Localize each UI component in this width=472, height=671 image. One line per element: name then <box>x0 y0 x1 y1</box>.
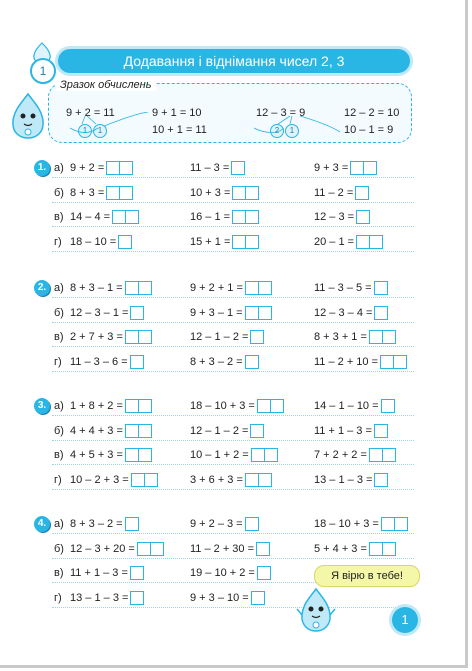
math-exercise <box>70 330 152 344</box>
math-exercise <box>314 235 383 249</box>
answer-box[interactable] <box>130 306 144 320</box>
exercise-expression: 9 + 3 – 10 = <box>190 591 249 604</box>
answer-box[interactable] <box>232 210 246 224</box>
sample-right-arrows <box>250 112 400 136</box>
exercise-expression: 12 – 1 – 2 = <box>190 331 249 343</box>
math-exercise <box>314 161 377 175</box>
exercise-number: 2. <box>34 280 50 296</box>
exercise-expression: 13 – 1 – 3 = <box>314 473 373 486</box>
answer-box[interactable] <box>245 306 259 320</box>
math-exercise <box>70 281 152 295</box>
exercise-expression: 18 – 10 + 3 = <box>190 400 255 412</box>
answer-box[interactable] <box>374 473 388 487</box>
answer-box[interactable] <box>120 186 133 200</box>
split-part-b: 1 <box>93 124 107 138</box>
math-exercise <box>314 424 388 438</box>
answer-box[interactable] <box>245 355 259 369</box>
exercise-expression: 8 + 3 = <box>70 186 105 199</box>
answer-box[interactable] <box>383 330 396 344</box>
sample-right-main: 12 – 3 = 9 <box>256 107 306 119</box>
answer-box[interactable] <box>139 281 152 295</box>
answer-box[interactable] <box>231 161 245 175</box>
answer-box[interactable] <box>370 235 383 249</box>
row-label: б) <box>54 186 64 199</box>
answer-box[interactable] <box>380 355 394 369</box>
answer-box[interactable] <box>130 566 144 580</box>
row-label: г) <box>54 473 62 486</box>
exercise-expression: 9 + 3 = <box>314 162 349 174</box>
answer-box[interactable] <box>137 542 151 556</box>
math-exercise <box>70 210 139 224</box>
exercise-expression: 12 – 3 + 20 = <box>70 542 135 555</box>
exercise-expression: 11 + 1 – 3 = <box>70 567 128 579</box>
exercise-expression: 7 + 2 + 2 = <box>314 449 367 461</box>
math-exercise <box>70 591 144 605</box>
exercise-expression: 16 – 1 = <box>190 211 231 223</box>
sample-right-step2: 10 – 1 = 9 <box>344 124 394 136</box>
answer-box[interactable] <box>251 591 265 605</box>
math-exercise <box>190 210 259 224</box>
exercise-expression: 4 + 5 + 3 = <box>70 449 123 461</box>
exercise-expression: 18 – 10 = <box>70 235 117 248</box>
answer-box[interactable] <box>112 210 126 224</box>
math-exercise <box>190 399 284 413</box>
answer-box[interactable] <box>374 306 388 320</box>
answer-box[interactable] <box>245 473 259 487</box>
exercise-expression: 10 – 1 + 2 = <box>190 449 249 461</box>
math-exercise <box>190 330 264 344</box>
exercise-expression: 11 + 1 – 3 = <box>314 424 372 437</box>
exercise-expression: 9 + 3 – 1 = <box>190 306 243 319</box>
dotted-divider <box>52 415 414 416</box>
split-part-a: 1 <box>78 124 92 138</box>
row-label: а) <box>54 400 64 412</box>
exercise-number: 1. <box>34 160 50 176</box>
math-exercise <box>190 517 259 531</box>
answer-box[interactable] <box>151 542 164 556</box>
exercise-number: 4. <box>34 516 50 532</box>
math-exercise <box>70 161 133 175</box>
answer-box[interactable] <box>232 235 246 249</box>
answer-box[interactable] <box>350 161 364 175</box>
exercise-expression: 15 + 1 = <box>190 235 231 248</box>
exercise-expression: 11 – 3 – 5 = <box>314 282 372 294</box>
math-exercise <box>70 235 132 249</box>
math-exercise <box>314 542 396 556</box>
answer-box[interactable] <box>126 210 139 224</box>
exercise-expression: 9 + 2 + 1 = <box>190 282 243 294</box>
answer-box[interactable] <box>125 399 139 413</box>
exercise-expression: 14 – 1 – 10 = <box>314 400 379 412</box>
answer-box[interactable] <box>259 473 272 487</box>
exercise-expression: 10 + 3 = <box>190 186 231 199</box>
exercise-expression: 8 + 3 + 1 = <box>314 331 367 343</box>
dotted-divider <box>52 371 414 372</box>
row-label: в) <box>54 331 64 343</box>
dotted-divider <box>52 322 414 323</box>
exercise-expression: 11 – 3 – 6 = <box>70 355 128 368</box>
row-label: б) <box>54 542 64 555</box>
answer-box[interactable] <box>125 281 139 295</box>
row-label: г) <box>54 355 62 368</box>
row-label: в) <box>54 449 64 461</box>
math-exercise <box>190 281 272 295</box>
dotted-divider <box>52 607 414 608</box>
row-label: б) <box>54 306 64 319</box>
answer-box[interactable] <box>125 448 139 462</box>
pear-mascot-icon <box>296 585 336 633</box>
answer-box[interactable] <box>271 399 284 413</box>
math-exercise <box>70 517 139 531</box>
sample-left-main: 9 + 2 = 11 <box>66 107 115 119</box>
answer-box[interactable] <box>265 448 278 462</box>
split-part-b: 1 <box>285 124 299 138</box>
exercise-expression: 9 + 2 = <box>70 162 105 174</box>
math-exercise <box>190 424 264 438</box>
exercise-expression: 18 – 10 + 3 = <box>314 518 379 530</box>
answer-box[interactable] <box>355 186 369 200</box>
answer-box[interactable] <box>395 517 408 531</box>
answer-box[interactable] <box>106 161 120 175</box>
row-label: а) <box>54 282 64 294</box>
answer-box[interactable] <box>374 424 388 438</box>
exercise-expression: 3 + 6 + 3 = <box>190 473 243 486</box>
answer-box[interactable] <box>369 448 383 462</box>
answer-box[interactable] <box>245 517 259 531</box>
math-exercise <box>70 399 152 413</box>
math-exercise <box>314 306 388 320</box>
exercise-expression: 12 – 3 = <box>314 211 355 223</box>
exercise-expression: 11 – 3 = <box>190 162 230 174</box>
dotted-divider <box>52 533 414 534</box>
math-exercise <box>314 473 388 487</box>
exercise-expression: 4 + 4 + 3 = <box>70 424 123 437</box>
dotted-divider <box>52 297 414 298</box>
exercise-expression: 8 + 3 – 2 = <box>190 355 243 368</box>
row-label: а) <box>54 162 64 174</box>
answer-box[interactable] <box>145 473 158 487</box>
dotted-divider <box>52 489 414 490</box>
answer-box[interactable] <box>139 448 152 462</box>
exercise-expression: 11 – 2 = <box>314 186 354 199</box>
dotted-divider <box>52 226 414 227</box>
answer-box[interactable] <box>259 281 272 295</box>
answer-box[interactable] <box>256 542 270 556</box>
answer-box[interactable] <box>257 399 271 413</box>
math-exercise <box>70 566 144 580</box>
math-exercise <box>314 281 388 295</box>
exercise-expression: 12 – 3 – 4 = <box>314 306 373 319</box>
exercise-expression: 5 + 4 + 3 = <box>314 542 367 555</box>
answer-box[interactable] <box>369 330 383 344</box>
math-exercise <box>190 235 259 249</box>
answer-box[interactable] <box>374 281 388 295</box>
math-exercise <box>70 306 144 320</box>
math-exercise <box>314 517 408 531</box>
math-exercise <box>190 591 265 605</box>
math-exercise <box>314 210 370 224</box>
exercise-number: 3. <box>34 398 50 414</box>
answer-box[interactable] <box>250 330 264 344</box>
math-exercise <box>190 306 272 320</box>
answer-box[interactable] <box>259 306 272 320</box>
math-exercise <box>190 473 272 487</box>
answer-box[interactable] <box>381 517 395 531</box>
row-label: а) <box>54 518 64 530</box>
answer-box[interactable] <box>120 161 133 175</box>
dotted-divider <box>52 558 414 559</box>
answer-box[interactable] <box>250 424 264 438</box>
answer-box[interactable] <box>381 399 395 413</box>
dotted-divider <box>52 202 414 203</box>
exercise-expression: 9 + 2 – 3 = <box>190 518 243 530</box>
answer-box[interactable] <box>130 591 144 605</box>
math-exercise <box>70 448 152 462</box>
math-exercise <box>190 161 245 175</box>
answer-box[interactable] <box>356 210 370 224</box>
dotted-divider <box>52 464 414 465</box>
answer-box[interactable] <box>125 330 139 344</box>
dotted-divider <box>52 440 414 441</box>
answer-box[interactable] <box>106 186 120 200</box>
exercise-expression: 8 + 3 – 2 = <box>70 518 123 530</box>
answer-box[interactable] <box>246 186 259 200</box>
lesson-number: 1 <box>30 58 56 84</box>
sample-left-step2: 10 + 1 = 11 <box>152 124 207 136</box>
dotted-divider <box>52 177 414 178</box>
answer-box[interactable] <box>118 235 132 249</box>
page-title: Додавання і віднімання чисел 2, 3 <box>58 49 410 73</box>
math-exercise <box>190 448 278 462</box>
exercise-expression: 20 – 1 = <box>314 235 355 248</box>
answer-box[interactable] <box>139 330 152 344</box>
answer-box[interactable] <box>383 448 396 462</box>
exercise-expression: 12 – 3 – 1 = <box>70 306 129 319</box>
exercise-expression: 14 – 4 = <box>70 211 111 223</box>
math-exercise <box>314 186 369 200</box>
answer-box[interactable] <box>125 517 139 531</box>
row-label: б) <box>54 424 64 437</box>
sample-left-arrows <box>60 112 210 136</box>
math-exercise <box>314 330 396 344</box>
math-exercise <box>70 542 164 556</box>
answer-box[interactable] <box>139 424 152 438</box>
math-exercise <box>70 355 144 369</box>
exercise-expression: 13 – 1 – 3 = <box>70 591 129 604</box>
exercise-expression: 8 + 3 – 1 = <box>70 282 123 294</box>
exercise-expression: 11 – 2 + 10 = <box>314 355 379 368</box>
answer-box[interactable] <box>369 542 383 556</box>
math-exercise <box>70 424 152 438</box>
row-label: г) <box>54 591 62 604</box>
exercise-expression: 2 + 7 + 3 = <box>70 331 123 343</box>
exercise-expression: 1 + 8 + 2 = <box>70 400 123 412</box>
page-number: 1 <box>392 607 418 633</box>
pear-mascot-icon <box>8 90 48 140</box>
math-exercise <box>70 473 158 487</box>
math-exercise <box>190 186 259 200</box>
encouragement-bubble: Я вірю в тебе! <box>314 565 420 587</box>
answer-box[interactable] <box>257 566 271 580</box>
sample-title: Зразок обчислень <box>56 79 156 91</box>
exercise-expression: 11 – 2 + 30 = <box>190 542 255 555</box>
row-label: в) <box>54 211 64 223</box>
answer-box[interactable] <box>245 281 259 295</box>
answer-box[interactable] <box>394 355 407 369</box>
exercise-expression: 12 – 1 – 2 = <box>190 424 249 437</box>
dotted-divider <box>52 251 414 252</box>
dotted-divider <box>52 346 414 347</box>
answer-box[interactable] <box>139 399 152 413</box>
answer-box[interactable] <box>131 473 145 487</box>
answer-box[interactable] <box>364 161 377 175</box>
split-part-a: 2 <box>270 124 284 138</box>
sample-left-step1: 9 + 1 = 10 <box>152 107 202 119</box>
row-label: г) <box>54 235 62 248</box>
math-exercise <box>314 355 407 369</box>
math-exercise <box>70 186 133 200</box>
math-exercise <box>190 566 271 580</box>
exercise-expression: 19 – 10 + 2 = <box>190 567 255 579</box>
exercise-expression: 10 – 2 + 3 = <box>70 473 129 486</box>
answer-box[interactable] <box>125 424 139 438</box>
math-exercise <box>314 399 395 413</box>
answer-box[interactable] <box>251 448 265 462</box>
math-exercise <box>190 355 259 369</box>
answer-box[interactable] <box>356 235 370 249</box>
answer-box[interactable] <box>130 355 144 369</box>
answer-box[interactable] <box>246 235 259 249</box>
row-label: в) <box>54 567 64 579</box>
answer-box[interactable] <box>383 542 396 556</box>
sample-right-step1: 12 – 2 = 10 <box>344 107 400 119</box>
answer-box[interactable] <box>232 186 246 200</box>
math-exercise <box>314 448 396 462</box>
answer-box[interactable] <box>246 210 259 224</box>
math-exercise <box>190 542 270 556</box>
